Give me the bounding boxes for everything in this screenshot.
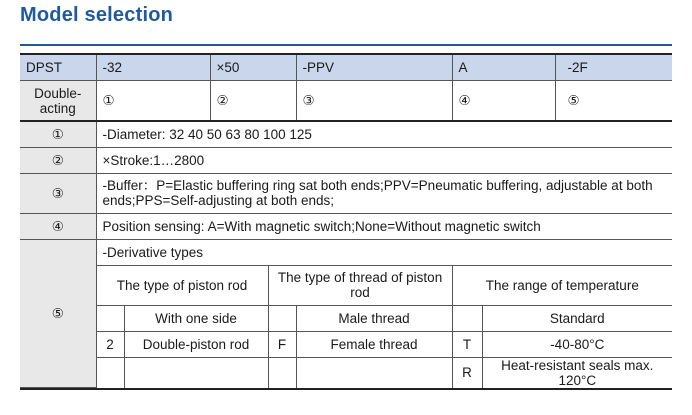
thread-type: Female thread <box>296 331 452 357</box>
rod-code <box>96 305 124 331</box>
row-num: ② <box>20 147 96 173</box>
row-num: ⑤ <box>20 239 96 388</box>
rod-type: Double-piston rod <box>124 331 268 357</box>
derivative-header-row <box>20 265 672 305</box>
row-stroke <box>20 147 672 173</box>
page-title: Model selection <box>20 4 174 26</box>
code-series: DPST <box>20 55 96 81</box>
title-rule <box>20 44 672 46</box>
thread-code: F <box>268 331 296 357</box>
derivative-row <box>20 305 672 331</box>
temp-range: -40-80°C <box>482 331 672 357</box>
code-sensing: A <box>453 55 556 80</box>
derivative-title-row <box>20 239 672 265</box>
code-sensing-derivative <box>452 55 672 81</box>
code-stroke: ×50 <box>210 55 296 81</box>
rod-code <box>96 357 124 388</box>
row-desc: -Diameter: 32 40 50 63 80 100 125 <box>96 121 672 147</box>
row-desc: ×Stroke:1…2800 <box>96 147 672 173</box>
model-selection-table-frame <box>20 53 672 390</box>
derivative-title: -Derivative types <box>96 239 672 265</box>
temp-code <box>452 305 482 331</box>
action-type-label: Double-acting <box>20 81 96 122</box>
header-thread: The type of thread of piston rod <box>268 265 452 305</box>
index-3: ③ <box>296 81 452 122</box>
rod-code: 2 <box>96 331 124 357</box>
row-sensing <box>20 213 672 239</box>
thread-type <box>296 357 452 388</box>
code-diameter: -32 <box>96 55 210 81</box>
row-num: ③ <box>20 173 96 213</box>
row-num: ① <box>20 121 96 147</box>
rod-type <box>124 357 268 388</box>
row-diameter <box>20 121 672 147</box>
header-piston-rod: The type of piston rod <box>96 265 268 305</box>
row-desc: Position sensing: A=With magnetic switch;None=Without magnetic switch <box>96 213 672 239</box>
row-num: ④ <box>20 213 96 239</box>
index-1: ① <box>96 81 210 122</box>
thread-code <box>268 305 296 331</box>
code-derivative: -2F <box>567 60 588 75</box>
header-temperature: The range of temperature <box>452 265 672 305</box>
temp-code: R <box>452 357 482 388</box>
rod-type: With one side <box>124 305 268 331</box>
index-row <box>20 81 672 122</box>
thread-type: Male thread <box>296 305 452 331</box>
derivative-row <box>20 331 672 357</box>
thread-code <box>268 357 296 388</box>
model-selection-table <box>20 55 672 388</box>
code-buffer: -PPV <box>296 55 452 81</box>
index-4: ④ <box>453 81 556 120</box>
model-code-row <box>20 55 672 81</box>
index-2: ② <box>210 81 296 122</box>
temp-range: Standard <box>482 305 672 331</box>
derivative-row <box>20 357 672 388</box>
index-4-5 <box>452 81 672 122</box>
index-5: ⑤ <box>567 92 580 108</box>
temp-range: Heat-resistant seals max. 120°C <box>482 357 672 388</box>
temp-code: T <box>452 331 482 357</box>
row-desc: -Buffer：P=Elastic buffering ring sat both ends;PPV=Pneumatic buffering, adjustable at both ends;PPS=Self-adjusting at both ends; <box>96 173 672 213</box>
row-buffer <box>20 173 672 213</box>
